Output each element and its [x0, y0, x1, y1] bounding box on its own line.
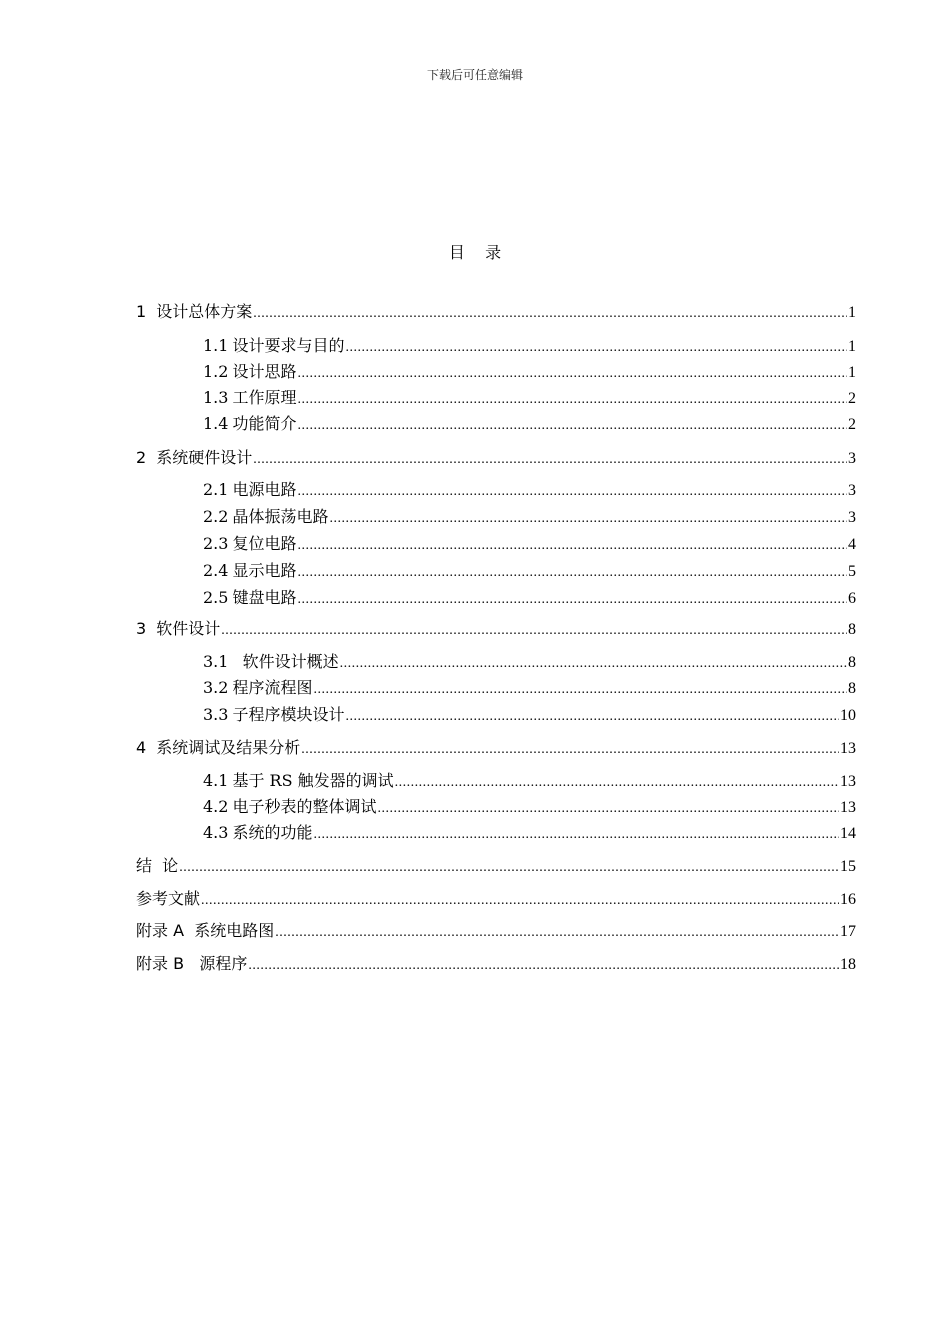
toc-entry-4-3[interactable] [203, 821, 856, 845]
toc-dot-leader [297, 362, 847, 386]
toc-dot-leader [313, 823, 839, 847]
toc-entry-page: 4 [848, 536, 856, 553]
toc-entry-number: 3.2 [203, 678, 229, 697]
toc-entry-title: 系统硬件设计 [156, 448, 253, 467]
toc-entry-title: 系统的功能 [232, 823, 313, 842]
toc-entry-2-4[interactable] [203, 559, 856, 583]
toc-entry-appendix-b[interactable] [136, 952, 856, 976]
toc-entry-page: 8 [848, 680, 856, 697]
toc-entry-number: 3 [136, 619, 147, 638]
toc-entry-1-1[interactable] [203, 334, 856, 358]
toc-entry-title: 附录 B 源程序 [136, 954, 248, 973]
toc-dot-leader [345, 336, 847, 360]
toc-entry-2-3[interactable] [203, 532, 856, 556]
toc-entry-page: 18 [840, 956, 856, 973]
toc-dot-leader [345, 705, 839, 729]
toc-entry-title: 功能简介 [232, 414, 297, 433]
toc-entry-title: 电源电路 [232, 480, 297, 499]
toc-entry-number: 2.4 [203, 561, 229, 580]
toc-entry-page: 13 [840, 740, 856, 757]
toc-entry-number: 2.3 [203, 534, 229, 553]
toc-dot-leader [201, 889, 839, 913]
toc-dot-leader [329, 507, 847, 531]
toc-entry-page: 3 [848, 509, 856, 526]
toc-entry-page: 2 [848, 390, 856, 407]
toc-dot-leader [297, 388, 847, 412]
toc-entry-number: 4.1 [203, 771, 229, 790]
toc-entry-1-3[interactable] [203, 386, 856, 410]
toc-dot-leader [301, 738, 839, 762]
toc-entry-2-5[interactable] [203, 586, 856, 610]
toc-entry-page: 8 [848, 654, 856, 671]
toc-entry-number: 2.5 [203, 588, 229, 607]
toc-entry-page: 5 [848, 563, 856, 580]
toc-entry-title: 参考文献 [136, 889, 201, 908]
toc-dot-leader [253, 448, 847, 472]
toc-entry-page: 10 [840, 707, 856, 724]
toc-dot-leader [297, 534, 847, 558]
toc-dot-leader [221, 619, 847, 643]
toc-entry-number: 4.2 [203, 797, 229, 816]
toc-entry-page: 3 [848, 482, 856, 499]
toc-entry-page: 1 [848, 338, 856, 355]
toc-entry-chapter-3[interactable] [136, 617, 856, 641]
toc-dot-leader [248, 954, 839, 978]
toc-entry-page: 2 [848, 416, 856, 433]
toc-entry-chapter-4[interactable] [136, 736, 856, 760]
toc-entry-page: 1 [848, 304, 856, 321]
toc-dot-leader [297, 480, 847, 504]
toc-entry-title: 键盘电路 [232, 588, 297, 607]
toc-entry-references[interactable] [136, 887, 856, 911]
toc-entry-page: 13 [840, 773, 856, 790]
toc-entry-page: 17 [840, 923, 856, 940]
toc-entry-conclusion[interactable] [136, 854, 856, 878]
toc-entry-title: 系统调试及结果分析 [156, 738, 301, 757]
toc-entry-title: 晶体振荡电路 [232, 507, 329, 526]
toc-entry-title: 软件设计 [156, 619, 221, 638]
toc-entry-title: 电子秒表的整体调试 [232, 797, 377, 816]
toc-entry-title: 附录 A 系统电路图 [136, 921, 275, 940]
toc-dot-leader [377, 797, 839, 821]
toc-entry-number: 2 [136, 448, 147, 467]
toc-dot-leader [179, 856, 839, 880]
toc-entry-chapter-1[interactable] [136, 300, 856, 324]
toc-entry-4-2[interactable] [203, 795, 856, 819]
toc-entry-number: 1.1 [203, 336, 229, 355]
toc-dot-leader [297, 561, 847, 585]
toc-entry-page: 8 [848, 621, 856, 638]
toc-entry-number: 1.3 [203, 388, 229, 407]
toc-entry-page: 6 [848, 590, 856, 607]
toc-entry-page: 16 [840, 891, 856, 908]
toc-entry-2-1[interactable] [203, 478, 856, 502]
toc-entry-page: 15 [840, 858, 856, 875]
page-header: 下载后可任意编辑 [426, 68, 523, 82]
toc-dot-leader [340, 652, 847, 676]
toc-entry-page: 1 [848, 364, 856, 381]
toc-entry-number: 4.3 [203, 823, 229, 842]
toc-entry-number: 4 [136, 738, 147, 757]
toc-entry-number: 1 [136, 302, 147, 321]
toc-entry-page: 14 [840, 825, 856, 842]
toc-entry-title: 子程序模块设计 [232, 705, 345, 724]
toc-entry-number: 3.3 [203, 705, 229, 724]
toc-entry-title: 结 论 [136, 856, 179, 875]
toc-title: 目 录 [448, 243, 502, 262]
toc-entry-4-1[interactable] [203, 769, 856, 793]
toc-entry-title: 基于 RS 触发器的调试 [232, 771, 394, 790]
toc-entry-3-2[interactable] [203, 676, 856, 700]
toc-entry-2-2[interactable] [203, 505, 856, 529]
toc-dot-leader [313, 678, 847, 702]
toc-entry-title: 显示电路 [232, 561, 297, 580]
toc-entry-title: 复位电路 [232, 534, 297, 553]
toc-dot-leader [275, 921, 839, 945]
toc-entry-title: 软件设计概述 [232, 652, 339, 671]
toc-dot-leader [253, 302, 847, 326]
toc-dot-leader [297, 414, 847, 438]
toc-entry-3-1[interactable] [203, 650, 856, 674]
toc-entry-title: 设计总体方案 [156, 302, 253, 321]
toc-entry-1-4[interactable] [203, 412, 856, 436]
toc-dot-leader [395, 771, 839, 795]
toc-entry-appendix-a[interactable] [136, 919, 856, 943]
toc-dot-leader [297, 588, 847, 612]
toc-entry-page: 13 [840, 799, 856, 816]
toc-entry-title: 设计要求与目的 [232, 336, 345, 355]
toc-entry-number: 2.2 [203, 507, 229, 526]
toc-entry-number: 1.4 [203, 414, 229, 433]
toc-entry-title: 程序流程图 [232, 678, 313, 697]
toc-entry-title: 设计思路 [232, 362, 297, 381]
toc-entry-1-2[interactable] [203, 360, 856, 384]
toc-entry-title: 工作原理 [232, 388, 297, 407]
toc-entry-number: 3.1 [203, 652, 229, 671]
toc-entry-number: 1.2 [203, 362, 229, 381]
toc-entry-chapter-2[interactable] [136, 446, 856, 470]
toc-entry-3-3[interactable] [203, 703, 856, 727]
toc-entry-number: 2.1 [203, 480, 229, 499]
toc-entry-page: 3 [848, 450, 856, 467]
